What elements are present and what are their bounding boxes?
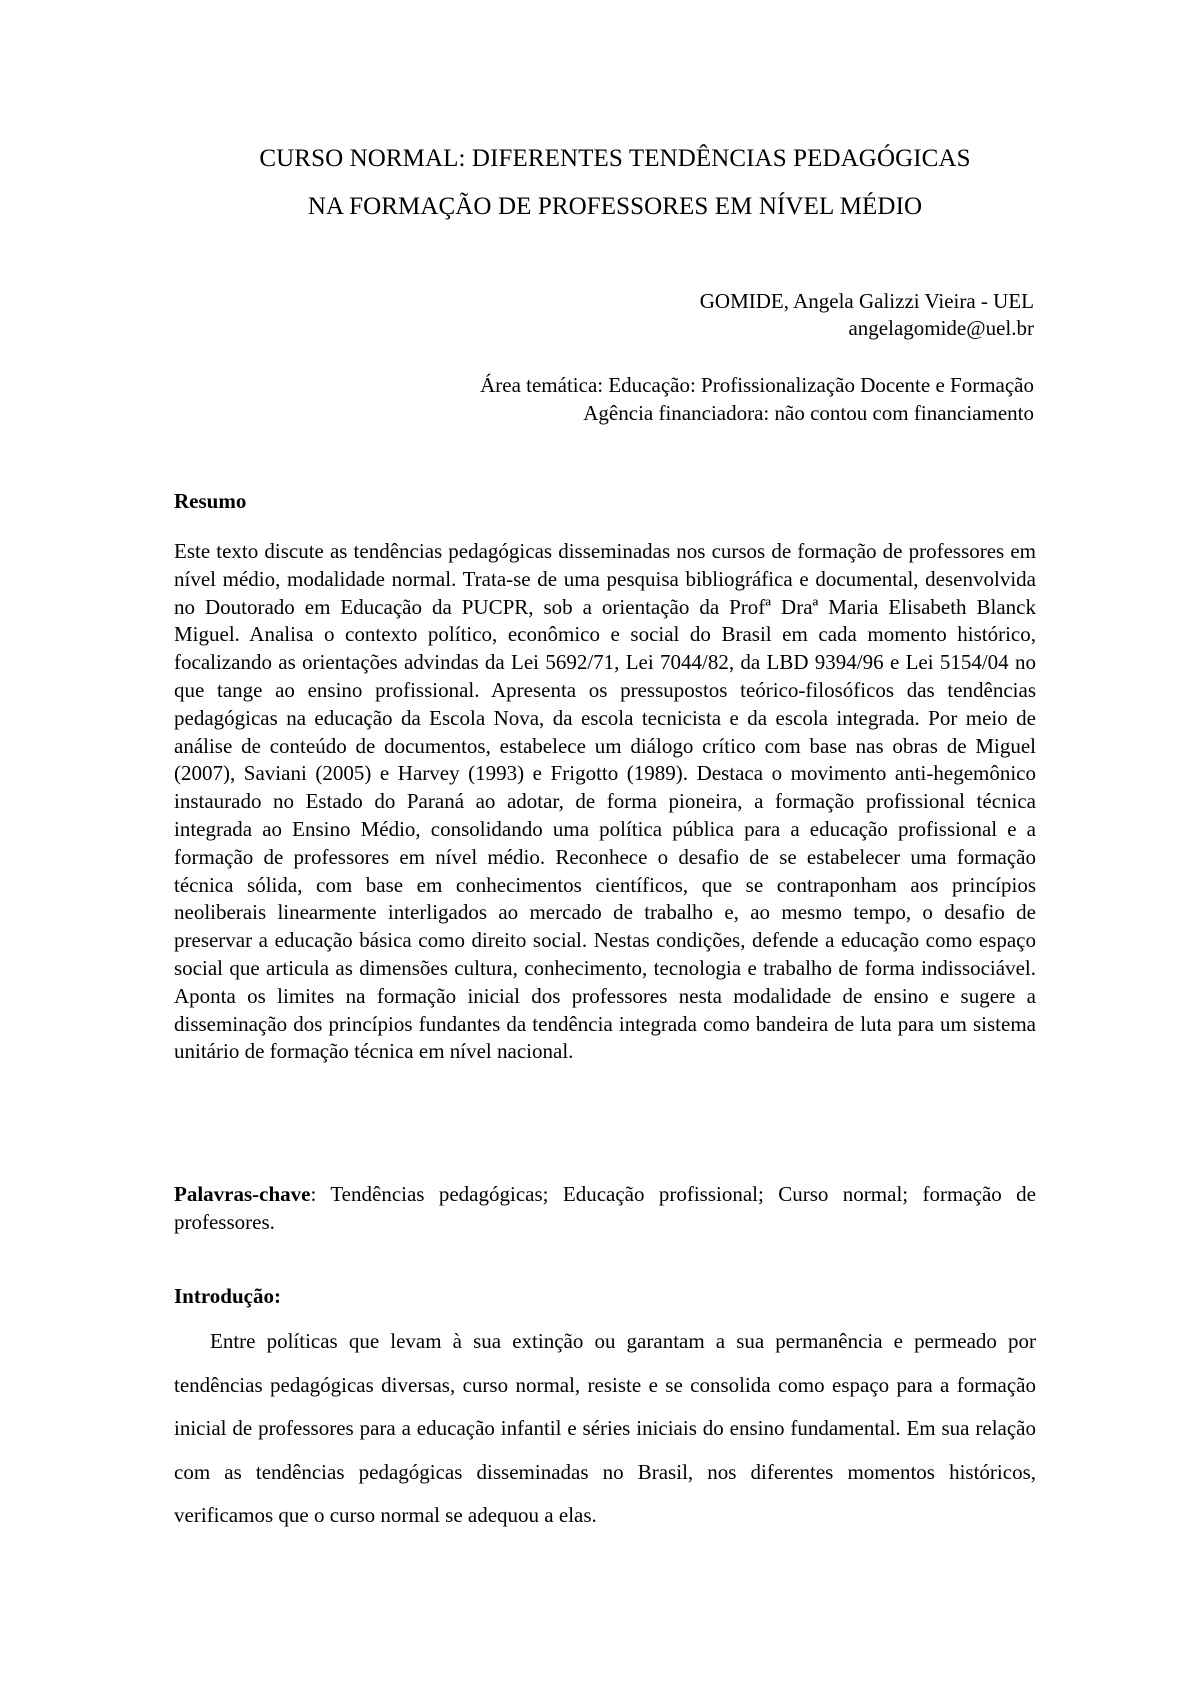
thematic-area: Área temática: Educação: Profissionalização Docente e Formação — [480, 373, 1034, 397]
author-name: GOMIDE, Angela Galizzi Vieira - UEL — [699, 289, 1034, 313]
keywords-paragraph — [174, 1180, 1036, 1236]
keywords-text: : Tendências pedagógicas; Educação profissional; Curso normal; formação de professores. — [174, 1182, 1036, 1234]
paper-title-line-1: CURSO NORMAL: DIFERENTES TENDÊNCIAS PEDAGÓGICAS — [259, 145, 971, 172]
keywords-label: Palavras-chave — [174, 1182, 311, 1206]
introduction-heading: Introdução: — [174, 1284, 281, 1308]
author-block — [400, 288, 1034, 342]
introduction-text: Entre políticas que levam à sua extinção ou garantam a sua permanência e permeado por tendências pedagógicas diversas, curso normal, resiste e se consolida como espaço para a formação inicial de professores para a educação infantil e séries iniciais do ensino fundamental. Em sua relação com as tendências pedagógicas disseminadas no Brasil, nos diferentes momentos históricos, verificamos que o curso normal se adequou a elas. — [174, 1329, 1036, 1527]
paper-title-line-2: NA FORMAÇÃO DE PROFESSORES EM NÍVEL MÉDIO — [307, 193, 923, 220]
metadata-block — [300, 371, 1034, 427]
abstract-text: Este texto discute as tendências pedagógicas disseminadas nos cursos de formação de professores em nível médio, modalidade normal. Trata-se de uma pesquisa bibliográfica e documental, desenvolvida no Doutorado em Educação da PUCPR, sob a orientação da Profª Draª Maria Elisabeth Blanck Miguel. Analisa o contexto político, econômico e social do Brasil em cada momento histórico, focalizando as orientações advindas da Lei 5692/71, Lei 7044/82, da LBD 9394/96 e Lei 5154/04 no que tange ao ensino profissional. Apresenta os pressupostos teórico-filosóficos das tendências pedagógicas na educação da Escola Nova, da escola tecnicista e da escola integrada. Por meio de análise de conteúdo de documentos, estabelece um diálogo crítico com base nas obras de Miguel (2007), Saviani (2005) e Harvey (1993) e Frigotto (1989). Destaca o movimento anti-hegemônico instaurado no Estado do Paraná ao adotar, de forma pioneira, a formação profissional técnica integrada ao Ensino Médio, consolidando uma política pública para a educação profissional e a formação de professores em nível médio. Reconhece o desafio de se estabelecer uma formação técnica sólida, com base em conhecimentos científicos, que se contraponham aos princípios neoliberais linearmente interligados ao mercado de trabalho e, ao mesmo tempo, o desafio de preservar a educação básica como direito social. Nestas condições, defende a educação como espaço social que articula as dimensões cultura, conhecimento, tecnologia e trabalho de forma indissociável. Aponta os limites na formação inicial dos professores nesta modalidade de ensino e sugere a disseminação dos princípios fundantes da tendência integrada como bandeira de luta para um sistema unitário de formação técnica em nível nacional. — [174, 539, 1036, 1064]
funding-agency: Agência financiadora: não contou com financiamento — [583, 401, 1034, 425]
author-email: angelagomide@uel.br — [848, 316, 1034, 340]
paper-title — [175, 135, 1055, 231]
abstract-heading: Resumo — [174, 489, 247, 513]
